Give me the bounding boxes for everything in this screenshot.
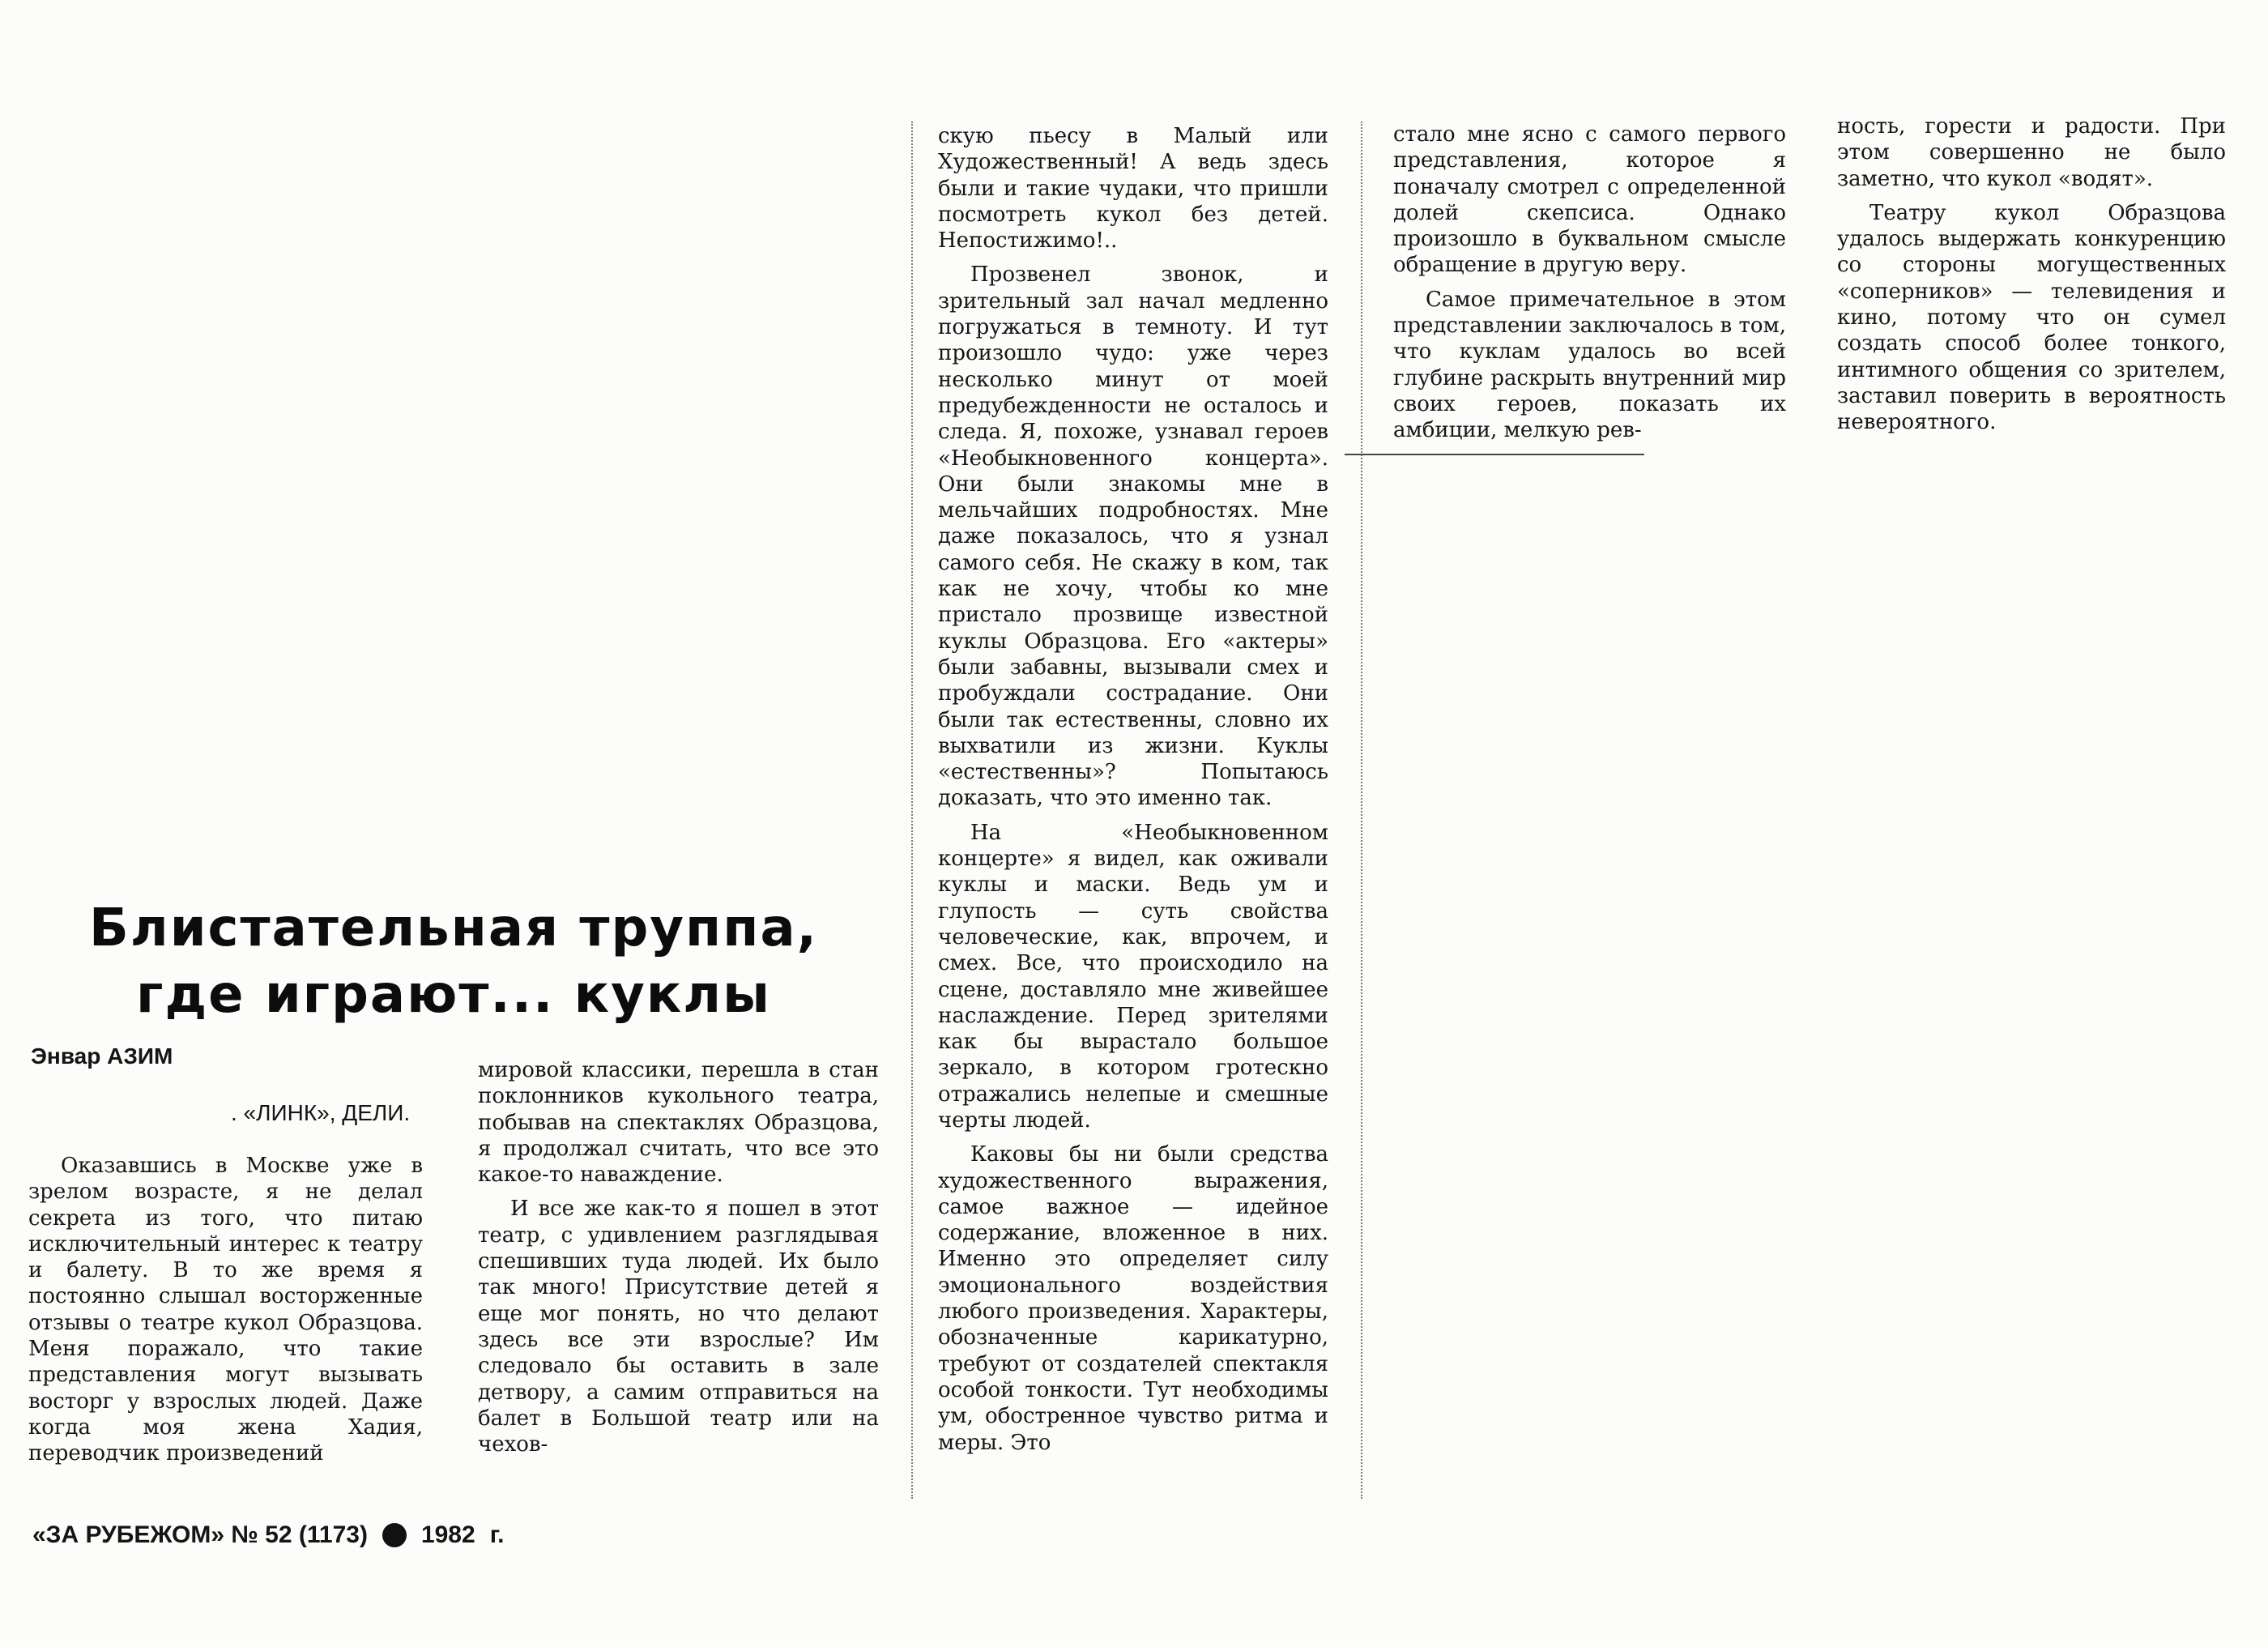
year-suffix: г. [489, 1521, 505, 1548]
text-column-2 [478, 1057, 879, 1483]
headline-line-1: Блистательная труппа, [89, 898, 818, 958]
source-year: 1982 [420, 1521, 475, 1548]
source-footer [32, 1521, 505, 1549]
paragraph: Прозвенел звонок, и зрительный зал начал медленно погружаться в темноту. И тут произошло чудо: уже через несколько минут от моей предубежденности не осталось и следа. Я, похоже, узнавал героев «Необыкновенного концерта». Они были знакомы мне в мельчайших подробностях. Мне даже показалось, что я узнал самого себя. Не скажу в ком, так как не хочу, чтобы ко мне пристало прозвище известной куклы Образцова. Его «актеры» были забавны, вызывали смех и пробуждали сострадание. Они были так естественны, словно их выхватили из жизни. Куклы «естественны»? Попытаюсь доказать, что это именно так. [938, 262, 1328, 811]
text-column-3 [938, 123, 1328, 1484]
column-divider [1361, 122, 1362, 1499]
paragraph: Оказавшись в Москве уже в зрелом возрасте, я не делал секрета из того, что питаю исключительный интерес к театру и балету. В то же время я постоянно слышал восторженные отзывы о театре кукол Образцова. Меня поражало, что такие представления могут вызывать восторг у взрослых людей. Даже когда моя жена Хадия, переводчик произведений [28, 1154, 423, 1466]
paragraph: стало мне ясно с самого первого представления, которое я поначалу смотрел с определенной долей скепсиса. Однако произошло в буквальном смысле обращение в другую веру. [1393, 122, 1786, 278]
column-divider [911, 122, 913, 1499]
paragraph: На «Необыкновенном концерте» я видел, как оживали куклы и маски. Ведь ум и глупость — суть свойства человеческие, как, впрочем, и смех. Все, что происходило на сцене, доставляло мне живейшее наслаждение. Перед зрителями как бы вырастало большое зеркало, в котором гротескно отражались нелепые и смешные черты людей. [938, 820, 1328, 1133]
paragraph: скую пьесу в Малый или Художественный! А ведь здесь были и такие чудаки, что пришли посмотреть кукол без детей. Непостижимо!.. [938, 124, 1328, 254]
paragraph: Самое примечательное в этом представлении заключалось в том, что куклам удалось во всей глубине раскрыть внутренний мир своих героев, показать их амбиции, мелкую рев- [1393, 287, 1786, 443]
article-author: Энвар АЗИМ [31, 1043, 173, 1069]
end-rule [1345, 454, 1644, 455]
article-headline [89, 895, 818, 1028]
paragraph: Каковы бы ни были средства художественного выражения, самое важное — идейное содержание, вложенное в них. Именно это определяет силу эмоционального воздействия любого произведения. Характеры, обозначенные карикатурно, требуют от создателей спектакля особой тонкости. Тут необходимы ум, обостренное чувство ритма и меры. Это [938, 1142, 1328, 1455]
paragraph: И все же как-то я пошел в этот театр, с удивлением разглядывая спешивших туда людей. Их было так много! Присутствие детей я еще мог понять, но что делают здесь все эти взрослые? Им следовало бы оставить в зале детвору, а самим отправиться на балет в Большой театр или на чехов- [478, 1197, 879, 1457]
text-column-4 [1393, 122, 1786, 446]
text-column-1 [28, 1153, 423, 1481]
paragraph: Театру кукол Образцова удалось выдержать конкуренцию со стороны могущественных «соперников» — телевидения и кино, потому что он сумел создать способ более тонкого, интимного общения со зрителем, заставил поверить в вероятность невероятного. [1837, 200, 2226, 435]
paragraph: ность, горести и радости. При этом совершенно не было заметно, что кукол «водят». [1837, 114, 2226, 191]
headline-line-2: где играют... куклы [136, 965, 771, 1025]
source-name: «ЗА РУБЕЖОМ» № 52 (1173) [32, 1521, 368, 1548]
bullet-dot-icon [382, 1523, 407, 1547]
article-dateline: . «ЛИНК», ДЕЛИ. [231, 1100, 411, 1125]
paragraph: мировой классики, перешла в стан поклонников кукольного театра, побывав на спектаклях Образцова, я продолжал считать, что все это какое-то наваждение. [478, 1058, 879, 1188]
text-column-5 [1837, 113, 2226, 437]
